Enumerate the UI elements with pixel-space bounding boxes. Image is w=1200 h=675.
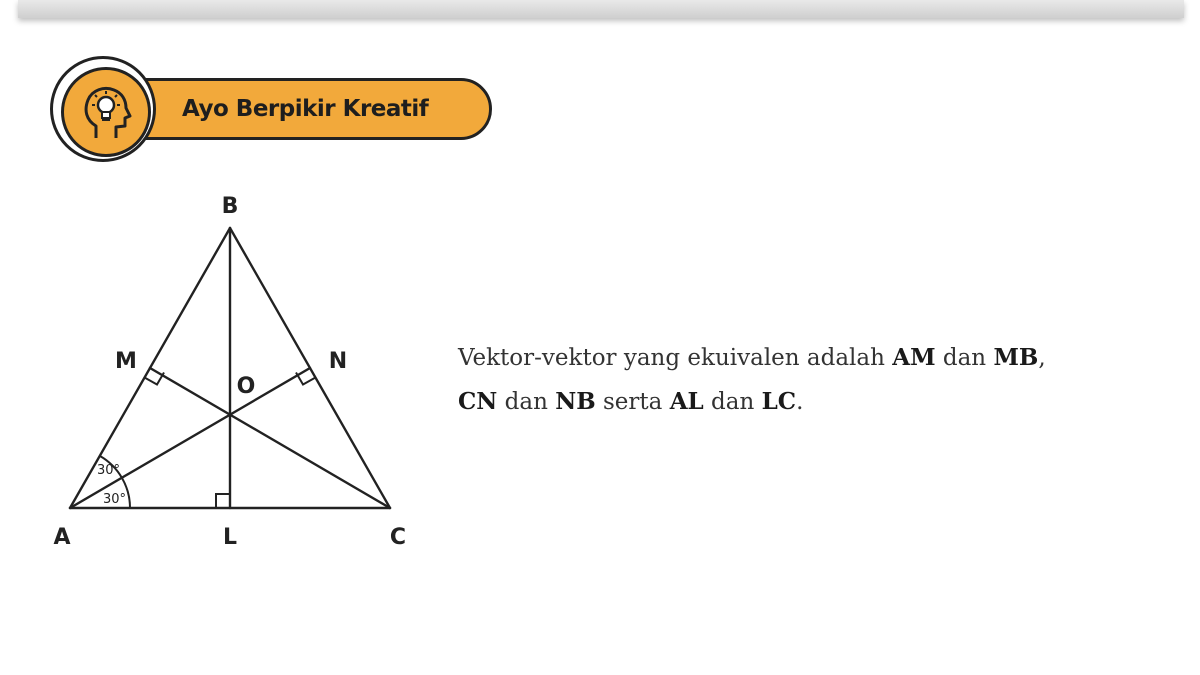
label-a: A bbox=[53, 525, 71, 550]
top-shadow-bar bbox=[18, 0, 1184, 18]
altitude-an bbox=[70, 368, 310, 508]
badge-label: Ayo Berpikir Kreatif bbox=[182, 96, 429, 122]
label-l: L bbox=[222, 525, 238, 550]
triangle-figure bbox=[40, 185, 430, 555]
section-badge bbox=[50, 56, 500, 166]
label-o: O bbox=[236, 374, 256, 399]
right-angle-l bbox=[216, 494, 230, 508]
label-n: N bbox=[328, 349, 348, 374]
altitude-cm bbox=[150, 368, 390, 508]
lightbulb-head-icon bbox=[74, 80, 138, 144]
explanation-text: Vektor-vektor yang ekuivalen adalah AM dan MB, CN dan NB serta AL dan LC. bbox=[458, 344, 1046, 415]
badge-circle bbox=[50, 56, 156, 162]
angle-label-upper: 30° bbox=[97, 463, 121, 478]
label-m: M bbox=[115, 349, 137, 374]
angle-label-lower: 30° bbox=[103, 492, 127, 507]
label-c: C bbox=[389, 525, 407, 550]
label-b: B bbox=[221, 194, 239, 219]
